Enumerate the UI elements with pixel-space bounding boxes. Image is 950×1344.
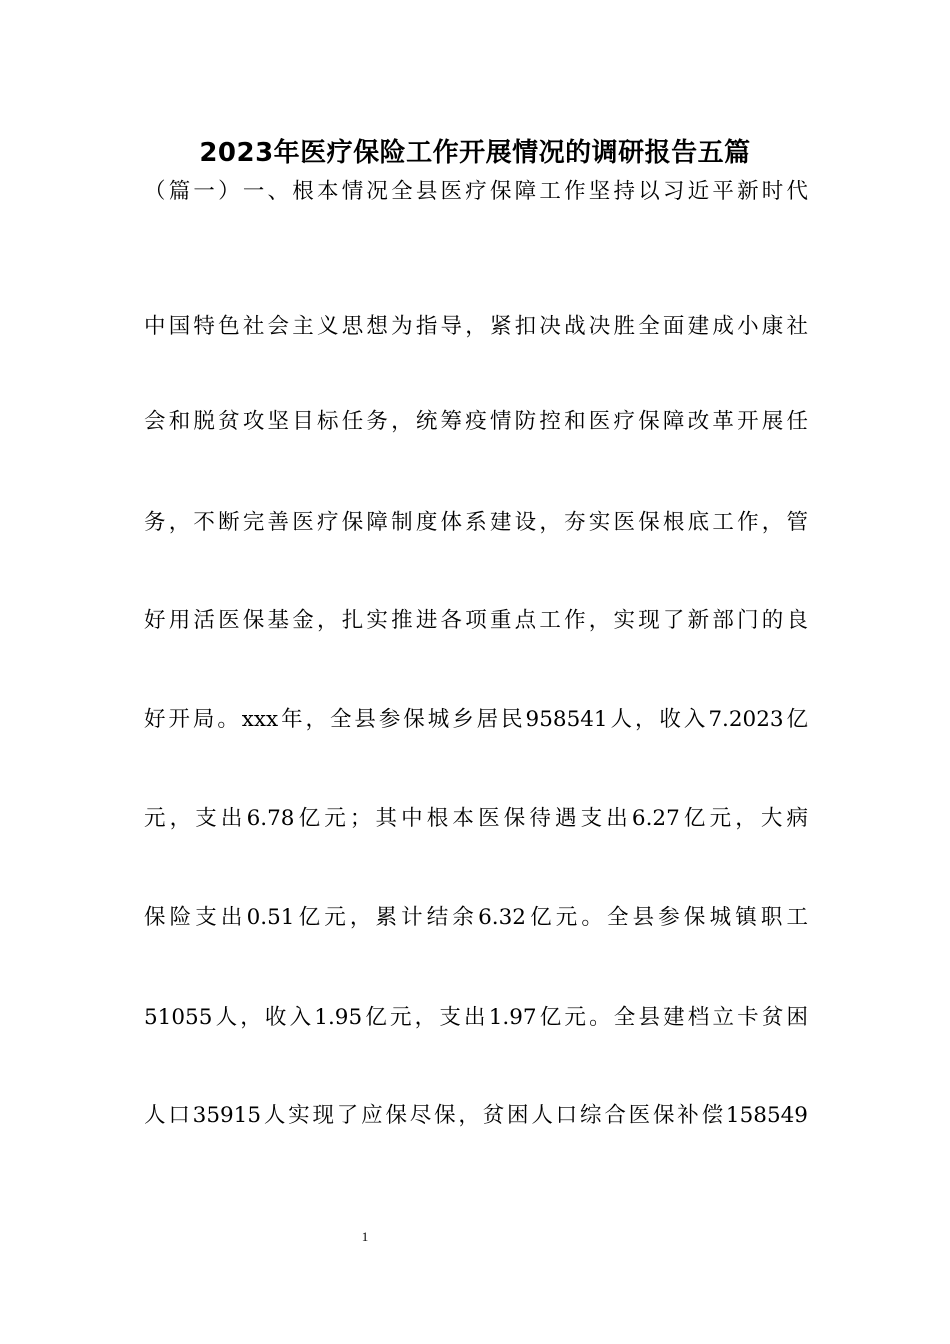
body-line-1: （篇一）一、根本情况全县医疗保障工作坚持以习近平新时代 <box>144 179 808 204</box>
page-number: 1 <box>361 1229 369 1244</box>
body-line-10: 人口35915人实现了应保尽保，贫困人口综合医保补偿158549 <box>144 1103 808 1128</box>
body-line-2: 中国特色社会主义思想为指导，紧扣决战决胜全面建成小康社 <box>144 314 808 339</box>
body-line-4: 务，不断完善医疗保障制度体系建设，夯实医保根底工作，管 <box>144 510 808 535</box>
body-line-7: 元，支出6.78亿元；其中根本医保待遇支出6.27亿元，大病 <box>144 806 808 831</box>
body-line-5: 好用活医保基金，扎实推进各项重点工作，实现了新部门的良 <box>144 608 808 633</box>
body-line-9: 51055人，收入1.95亿元，支出1.97亿元。全县建档立卡贫困 <box>144 1005 808 1030</box>
document-title: 2023年医疗保险工作开展情况的调研报告五篇 <box>199 138 751 168</box>
body-line-6: 好开局。xxx年，全县参保城乡居民958541人，收入7.2023亿 <box>144 707 808 732</box>
body-line-3: 会和脱贫攻坚目标任务，统筹疫情防控和医疗保障改革开展任 <box>144 409 808 434</box>
body-line-8: 保险支出0.51亿元，累计结余6.32亿元。全县参保城镇职工 <box>144 905 808 930</box>
